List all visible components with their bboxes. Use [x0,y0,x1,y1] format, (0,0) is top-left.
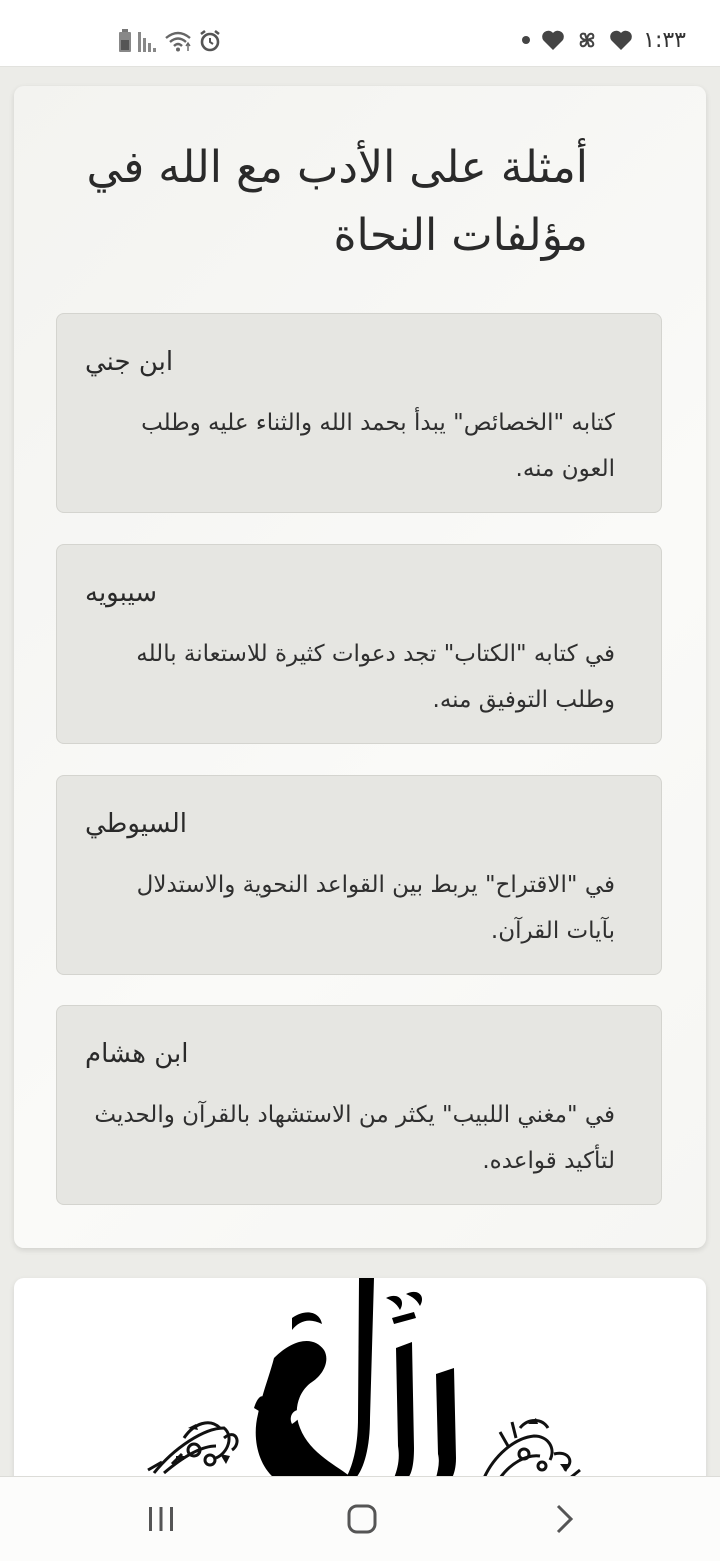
recent-apps-button[interactable] [131,1497,191,1541]
example-card [56,775,662,975]
example-card [56,313,662,513]
example-name: ابن جني [85,347,174,377]
example-name: ابن هشام [85,1039,189,1069]
example-description: في "الاقتراح" يربط بين القواعد النحوية والاستدلال بآيات القرآن. [136,872,615,944]
notification-dot-icon [521,35,531,45]
status-time: ١:٣٣ [643,27,686,53]
heart-icon [609,29,633,51]
status-icons-right [521,24,686,56]
example-card [56,1005,662,1205]
example-description: كتابه "الخصائص" يبدأ بحمد الله والثناء عليه وطلب العون منه. [141,410,615,482]
pinwheel-icon [575,28,599,52]
navigation-bar [0,1476,720,1561]
status-icons-left [118,26,222,56]
battery-icon [118,29,132,53]
example-card [56,544,662,744]
home-button[interactable] [332,1497,392,1541]
home-icon [346,1503,378,1535]
example-name: السيوطي [85,809,187,839]
example-name: سيبويه [85,578,158,608]
alarm-icon [198,29,222,53]
recent-apps-icon [146,1504,176,1534]
back-button[interactable] [534,1497,594,1541]
wifi-icon [164,30,192,52]
example-description: في كتابه "الكتاب" تجد دعوات كثيرة للاستعانة بالله وطلب التوفيق منه. [136,641,615,713]
status-bar [0,0,720,67]
allah-calligraphy-image [124,1278,604,1478]
heart-icon [541,29,565,51]
page-title: أمثلة على الأدب مع الله في مؤلفات النحاة [86,142,588,261]
article-card [14,86,706,1248]
example-description: في "مغني اللبيب" يكثر من الاستشهاد بالقرآن والحديث لتأكيد قواعده. [94,1102,615,1174]
signal-icon [138,30,158,52]
back-icon [552,1503,576,1535]
